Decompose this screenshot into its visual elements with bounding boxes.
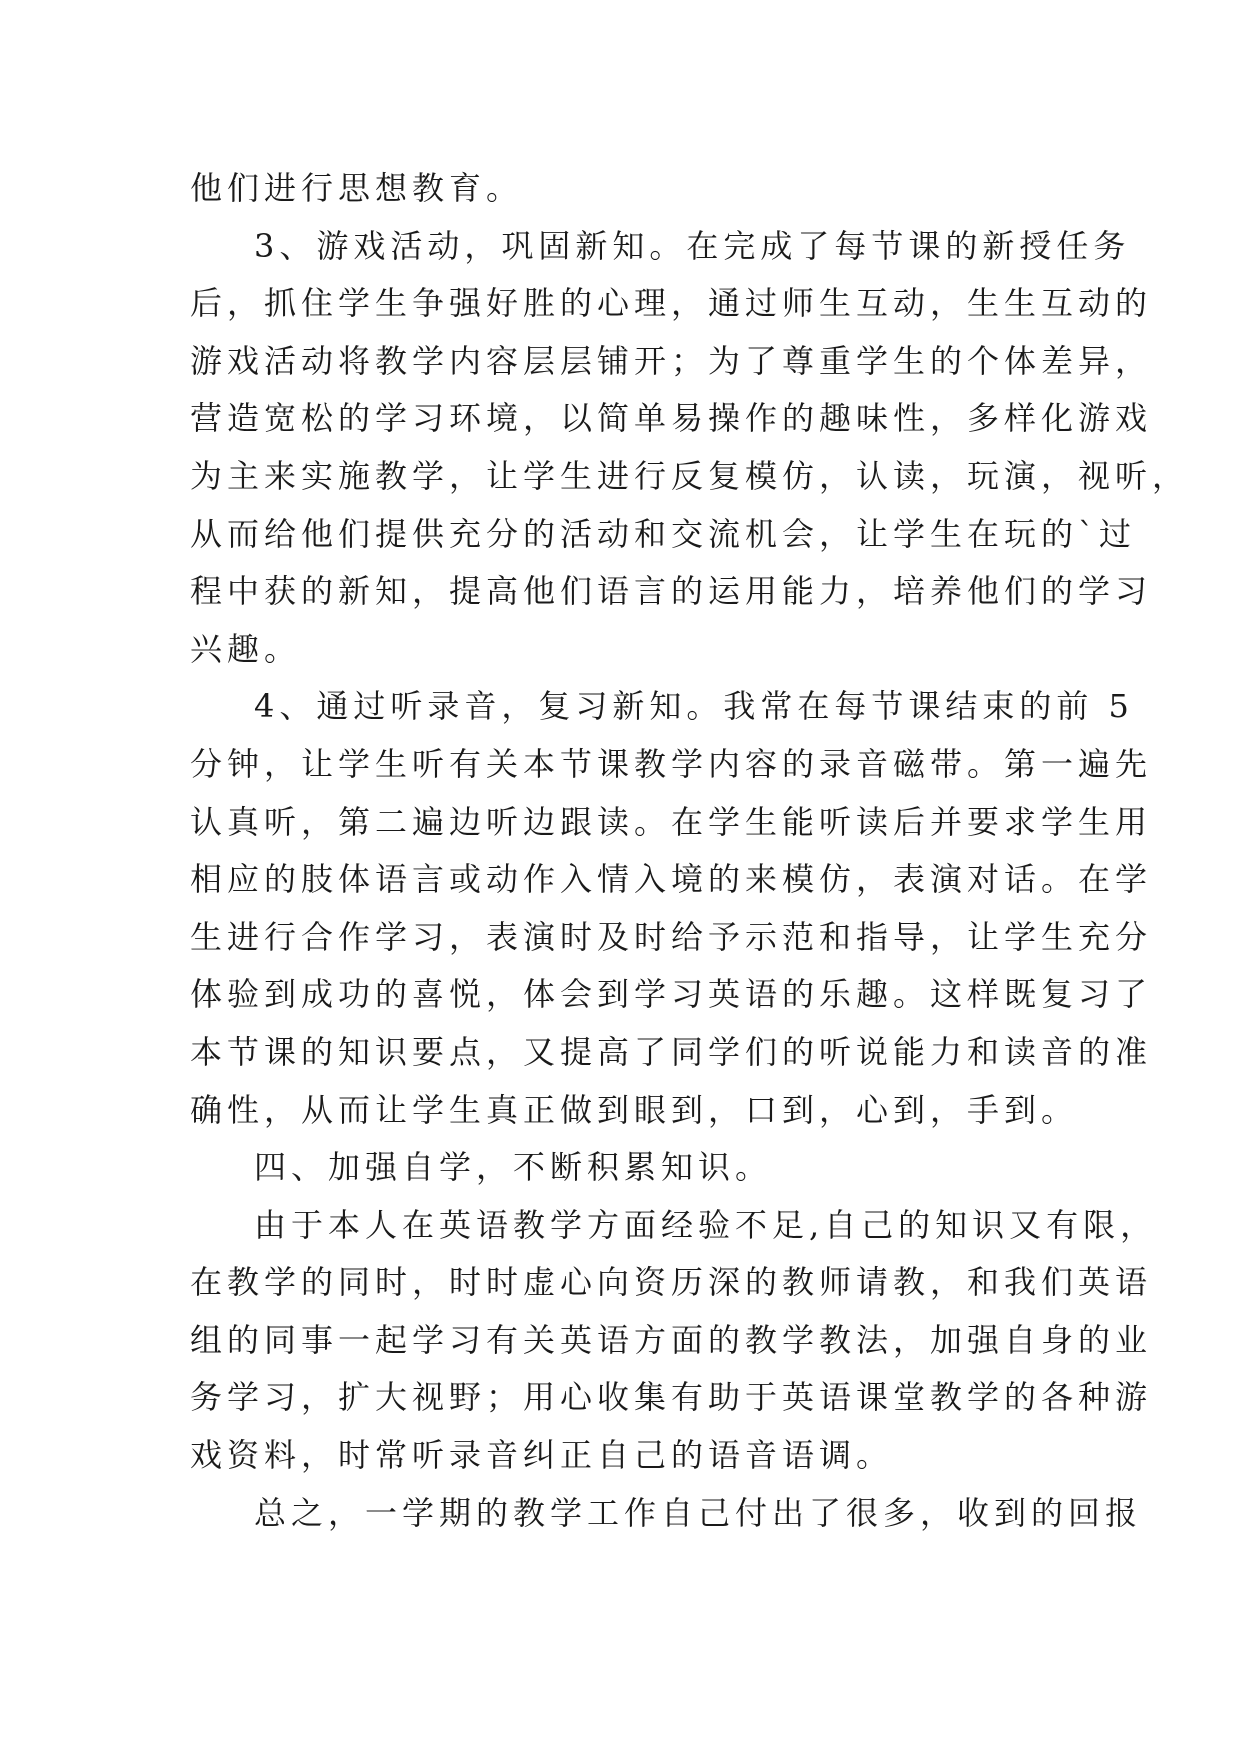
text-line: 戏资料，时常听录音纠正自己的语音语调。 [190, 1436, 894, 1475]
text-line: 组的同事一起学习有关英语方面的教学教法，加强自身的业 [190, 1320, 1153, 1359]
text-line: 4、通过听录音，复习新知。我常在每节课结束的前 5 [254, 687, 1134, 726]
text-line: 在教学的同时，时时虚心向资历深的教师请教，和我们英语 [190, 1263, 1153, 1302]
text-line: 程中获的新知，提高他们语言的运用能力，培养他们的学习 [190, 572, 1153, 611]
text-line: 务学习，扩大视野；用心收集有助于英语课堂教学的各种游 [190, 1378, 1153, 1417]
text-line: 后，抓住学生争强好胜的心理，通过师生互动，生生互动的 [190, 284, 1153, 323]
section-heading: 四、加强自学，不断积累知识。 [254, 1148, 773, 1187]
text-line: 确性，从而让学生真正做到眼到，口到，心到，手到。 [190, 1090, 1079, 1129]
text-line: 本节课的知识要点，又提高了同学们的听说能力和读音的准 [190, 1032, 1153, 1071]
text-line: 生进行合作学习，表演时及时给予示范和指导，让学生充分 [190, 917, 1153, 956]
text-line: 营造宽松的学习环境，以简单易操作的趣味性，多样化游戏 [190, 399, 1153, 438]
text-line: 为主来实施教学，让学生进行反复模仿，认读，玩演，视听， [190, 456, 1190, 495]
text-line: 由于本人在英语教学方面经验不足,自己的知识又有限， [254, 1205, 1158, 1244]
text-line: 兴趣。 [190, 629, 302, 668]
text-line: 分钟，让学生听有关本节课教学内容的录音磁带。第一遍先 [190, 744, 1153, 783]
text-line: 相应的肢体语言或动作入情入境的来模仿，表演对话。在学 [190, 860, 1153, 899]
text-line: 体验到成功的喜悦，体会到学习英语的乐趣。这样既复习了 [190, 975, 1153, 1014]
text-line: 他们进行思想教育。 [190, 169, 524, 207]
text-line: 从而给他们提供充分的活动和交流机会，让学生在玩的`过 [190, 514, 1137, 553]
body-text [190, 160, 1190, 1542]
text-line: 认真听，第二遍边听边跟读。在学生能听读后并要求学生用 [190, 802, 1153, 841]
text-line: 游戏活动将教学内容层层铺开；为了尊重学生的个体差异， [190, 341, 1153, 380]
text-line: 总之，一学期的教学工作自己付出了很多，收到的回报 [254, 1493, 1143, 1532]
text-line: 3、游戏活动，巩固新知。在完成了每节课的新授任务 [254, 226, 1131, 265]
